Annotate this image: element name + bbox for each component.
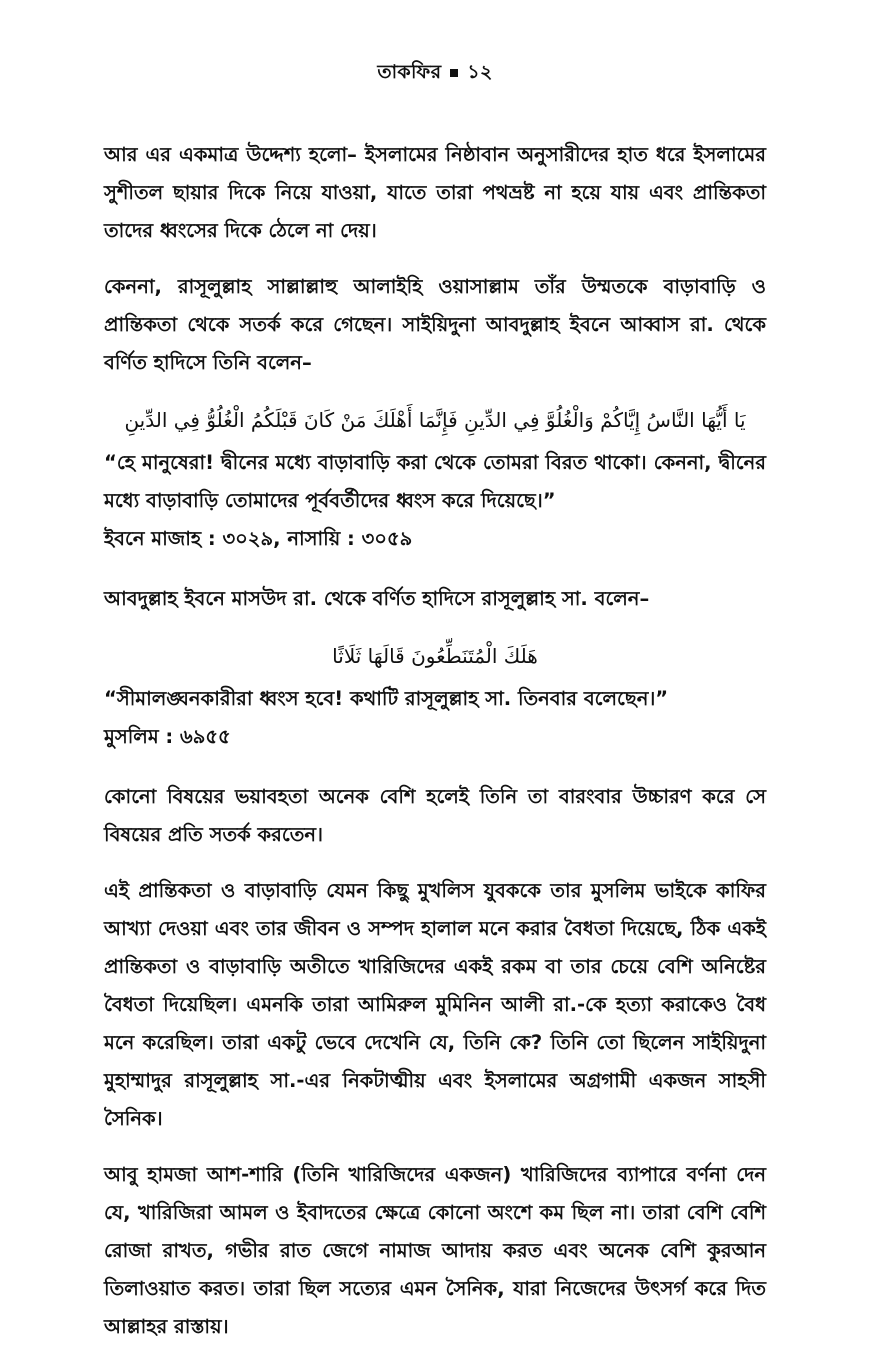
hadith-reference-1: ইবনে মাজাহ : ৩০২৯, নাসায়ি : ৩০৫৯: [104, 527, 413, 550]
page-header: [104, 58, 766, 90]
paragraph-2: কেননা, রাসূলুল্লাহ সাল্লাল্লাহু আলাইহি ওয়াসাল্লাম তাঁর উম্মতকে বাড়াবাড়ি ও প্রান্তিকতা থেকে সতর্ক করে গেছেন। সাইয়িদুনা আবদুল্লাহ ইবনে আব্বাস রা. থেকে বর্ণিত হাদিসে তিনি বলেন–: [104, 275, 766, 374]
arabic-hadith-1: يَا أَيُّهَا النَّاسُ إِيَّاكُمْ وَالْغُلُوَّ فِي الدِّينِ فَإِنَّمَا أَهْلَكَ مَنْ كَانَ قَبْلَكُمُ الْغُلُوُّ فِي الدِّينِ: [124, 408, 746, 432]
paragraph-5: এই প্রান্তিকতা ও বাড়াবাড়ি যেমন কিছু মুখলিস যুবককে তার মুসলিম ভাইকে কাফির আখ্যা দেওয়া এবং তার জীবন ও সম্পদ হালাল মনে করার বৈধতা দিয়েছে, ঠিক একই প্রান্তিকতা ও বাড়াবাড়ি অতীতে খারিজিদের একই রকম বা তার চেয়ে বেশি অনিষ্টের বৈধতা দিয়েছিল। এমনকি তারা আমিরুল মুমিনিন আলী রা.-কে হত্যা করাকেও বৈধ মনে করেছিল। তারা একটু ভেবে দেখেনি যে, তিনি কে? তিনি তো ছিলেন সাইয়িদুনা মুহাম্মাদুর রাসূলুল্লাহ সা.-এর নিকটাত্মীয় এবং ইসলামের অগ্রগামী একজন সাহসী সৈনিক।: [104, 879, 766, 1130]
running-title: তাকফির: [377, 61, 442, 83]
separator-square-icon: [450, 69, 458, 77]
paragraph-6: আবু হামজা আশ-শারি (তিনি খারিজিদের একজন) খারিজিদের ব্যাপারে বর্ণনা দেন যে, খারিজিরা আমল ও ইবাদতের ক্ষেত্রে কোনো অংশে কম ছিল না। তারা বেশি বেশি রোজা রাখত, গভীর রাত জেগে নামাজ আদায় করত এবং অনেক বেশি কুরআন তিলাওয়াত করত। তারা ছিল সত্যের এমন সৈনিক, যারা নিজেদের উৎসর্গ করে দিত আল্লাহর রাস্তায়।: [104, 1163, 766, 1338]
hadith-reference-2: মুসলিম : ৬৯৫৫: [104, 725, 231, 748]
page-number: ১২: [467, 61, 493, 83]
paragraph-4: কোনো বিষয়ের ভয়াবহতা অনেক বেশি হলেই তিনি তা বারংবার উচ্চারণ করে সে বিষয়ের প্রতি সতর্ক করতেন।: [104, 785, 766, 846]
arabic-hadith-2: هَلَكَ الْمُتَنَطِّعُونَ قَالَهَا ثَلَاثًا: [332, 644, 538, 668]
hadith-translation-1: “হে মানুষেরা! দ্বীনের মধ্যে বাড়াবাড়ি করা থেকে তোমরা বিরত থাকো। কেননা, দ্বীনের মধ্যে বাড়াবাড়ি তোমাদের পূর্ববর্তীদের ধ্বংস করে দিয়েছে।”: [104, 451, 766, 512]
paragraph-1: আর এর একমাত্র উদ্দেশ্য হলো– ইসলামের নিষ্ঠাবান অনুসারীদের হাত ধরে ইসলামের সুশীতল ছায়ার দিকে নিয়ে যাওয়া, যাতে তারা পথভ্রষ্ট না হয়ে যায় এবং প্রান্তিকতা তাদের ধ্বংসের দিকে ঠেলে না দেয়।: [104, 143, 766, 242]
paragraph-3: আবদুল্লাহ ইবনে মাসউদ রা. থেকে বর্ণিত হাদিসে রাসূলুল্লাহ সা. বলেন–: [104, 587, 650, 610]
hadith-translation-2: “সীমালঙ্ঘনকারীরা ধ্বংস হবে! কথাটি রাসূলুল্লাহ সা. তিনবার বলেছেন।”: [104, 687, 669, 710]
